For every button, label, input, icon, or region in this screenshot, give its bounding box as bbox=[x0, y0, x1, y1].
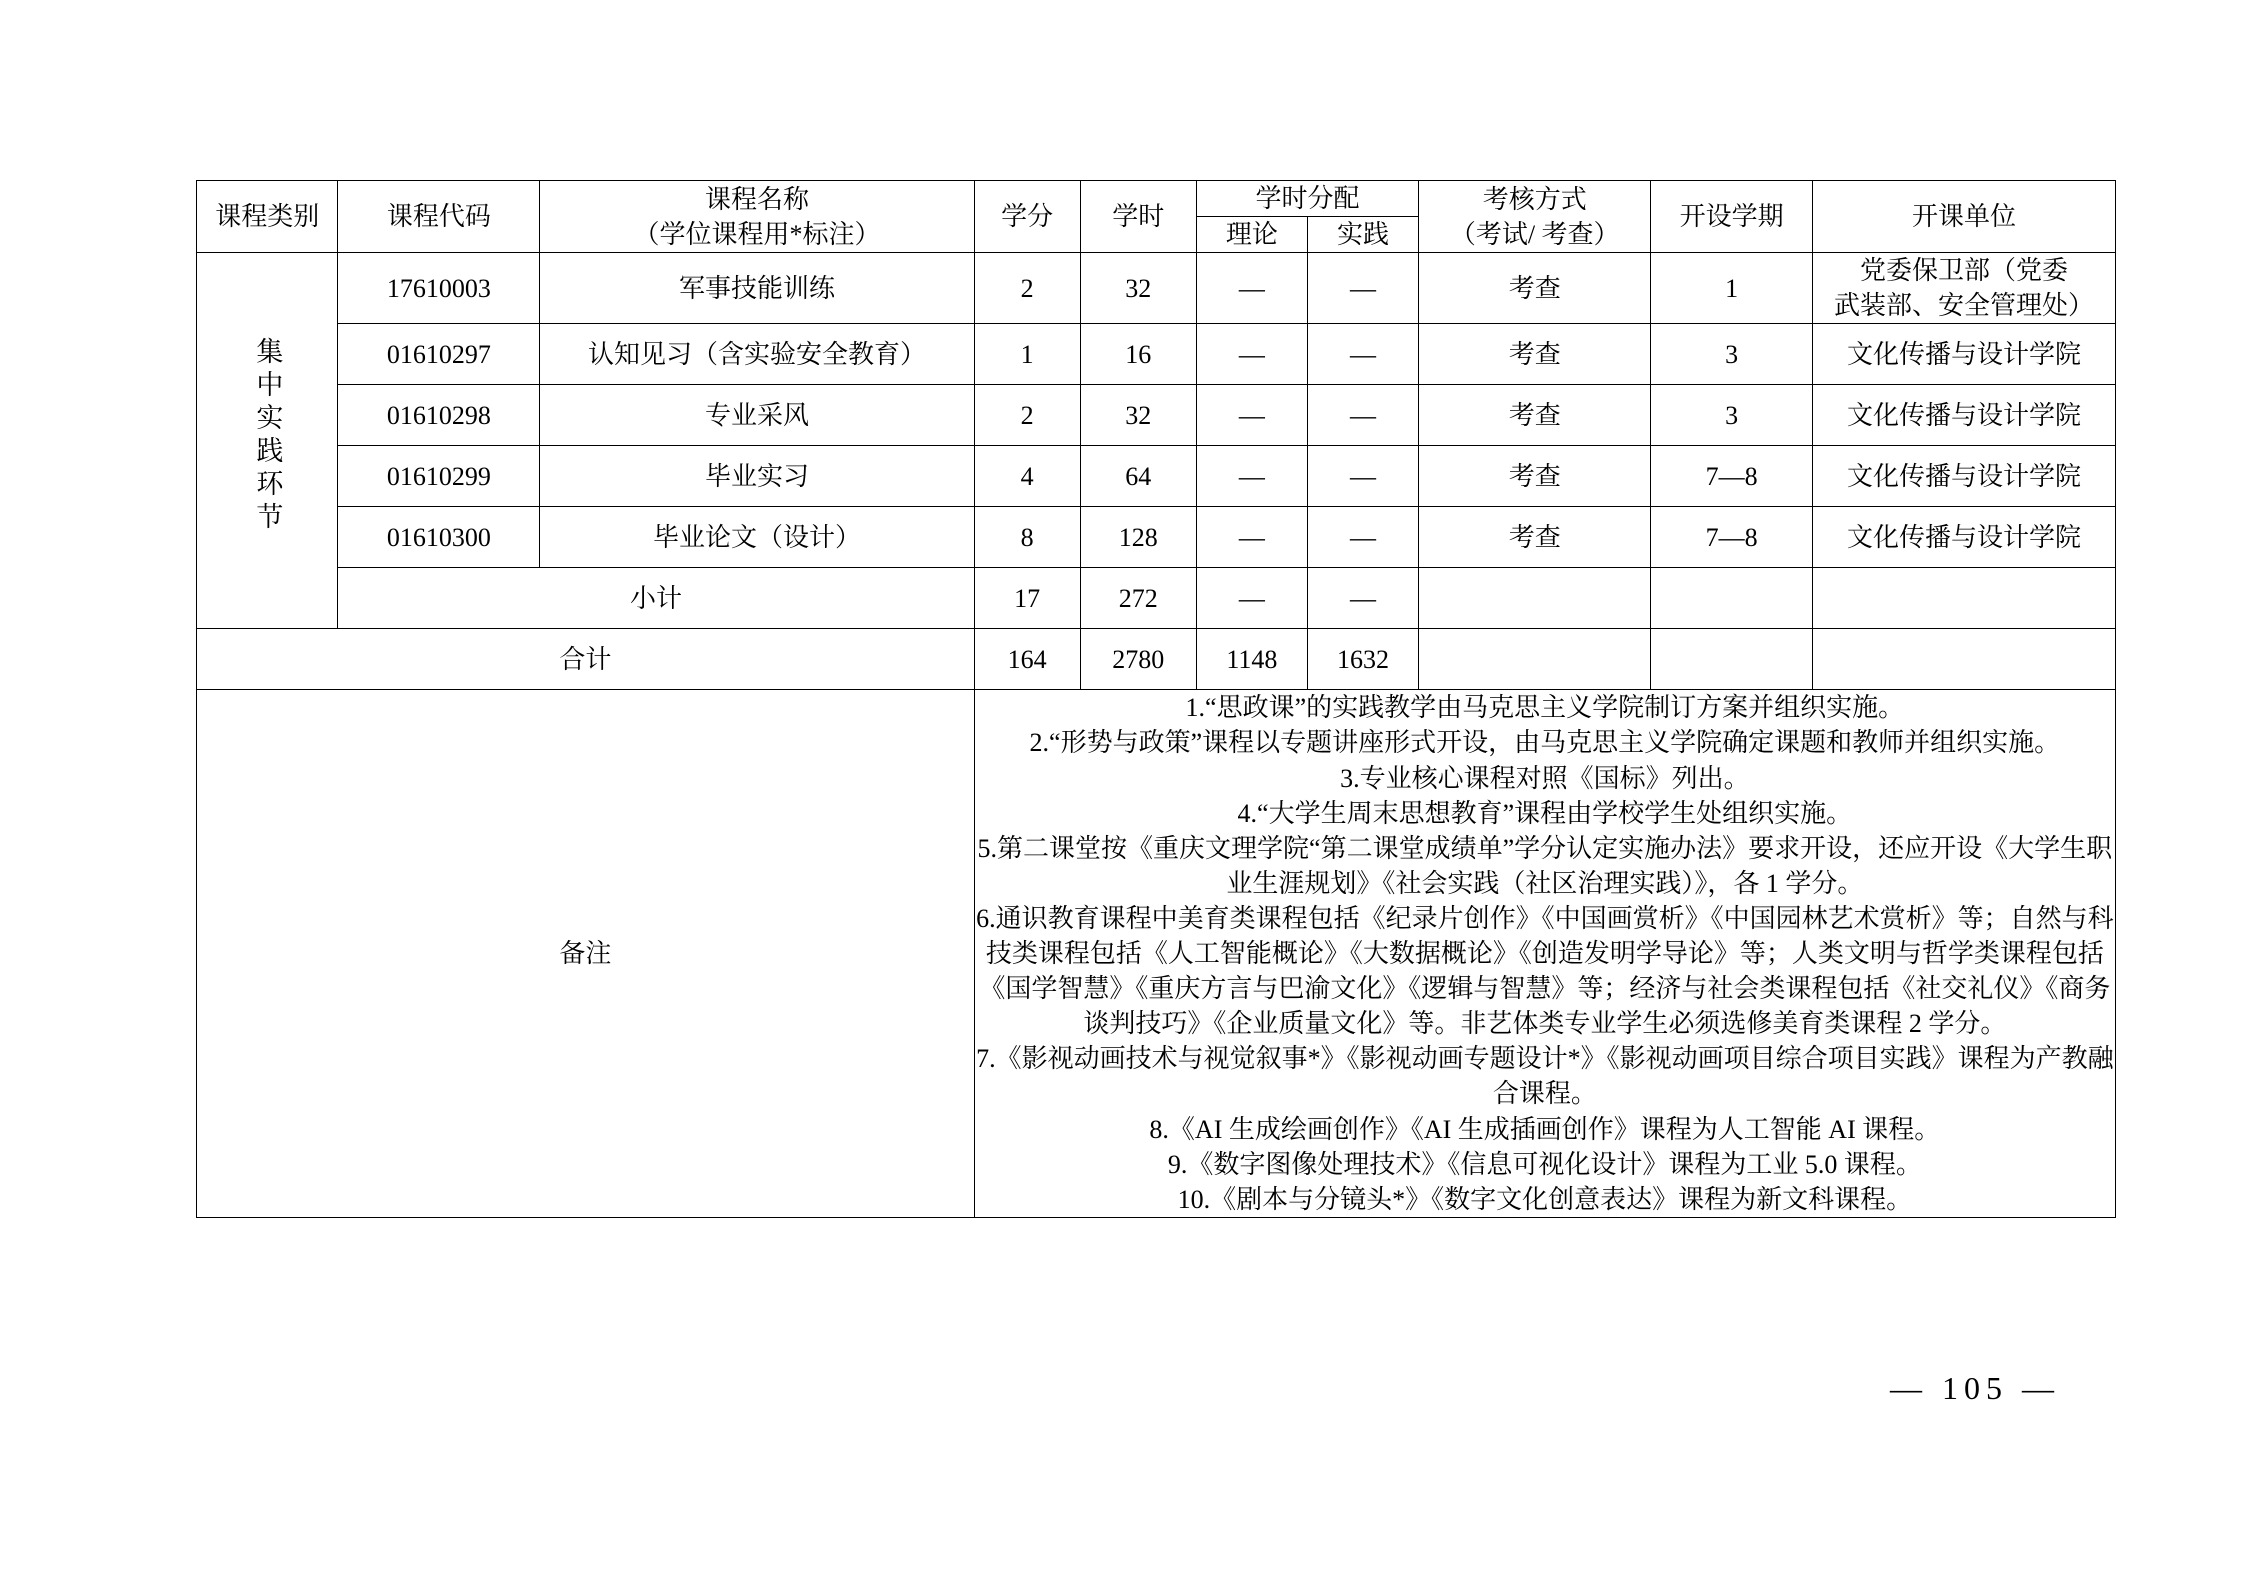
header-hours: 学时 bbox=[1080, 181, 1196, 253]
subtotal-term bbox=[1651, 568, 1813, 629]
cell-exam: 考查 bbox=[1419, 253, 1651, 324]
table-row bbox=[197, 446, 2116, 507]
cell-hours: 128 bbox=[1080, 507, 1196, 568]
header-course-name-line2: （学位课程用*标注） bbox=[633, 219, 881, 249]
cell-hours: 32 bbox=[1080, 385, 1196, 446]
table-row bbox=[197, 324, 2116, 385]
total-theory: 1148 bbox=[1196, 629, 1307, 690]
header-exam-mode-line2: （考试/ 考查） bbox=[1449, 219, 1620, 249]
table-row bbox=[197, 253, 2116, 324]
total-term bbox=[1651, 629, 1813, 690]
cell-credit: 2 bbox=[974, 385, 1080, 446]
total-label: 合计 bbox=[197, 629, 975, 690]
total-exam bbox=[1419, 629, 1651, 690]
notes-content bbox=[974, 690, 2115, 1217]
header-term: 开设学期 bbox=[1651, 181, 1813, 253]
cell-unit: 文化传播与设计学院 bbox=[1812, 385, 2115, 446]
note-item: 10.《剧本与分镜头*》《数字文化创意表达》课程为新文科课程。 bbox=[1177, 1184, 1913, 1214]
cell-name: 毕业论文（设计） bbox=[540, 507, 974, 568]
cell-name: 认知见习（含实验安全教育） bbox=[540, 324, 974, 385]
cell-unit: 文化传播与设计学院 bbox=[1812, 446, 2115, 507]
category-cell bbox=[197, 253, 338, 629]
note-item: 1.“思政课”的实践教学由马克思主义学院制订方案并组织实施。 bbox=[1185, 693, 1905, 723]
cell-credit: 1 bbox=[974, 324, 1080, 385]
cell-practice: — bbox=[1307, 253, 1418, 324]
note-item: 4.“大学生周末思想教育”课程由学校学生处组织实施。 bbox=[1237, 798, 1853, 828]
cell-theory: — bbox=[1196, 253, 1307, 324]
cell-exam: 考查 bbox=[1419, 507, 1651, 568]
total-row bbox=[197, 629, 2116, 690]
header-unit: 开课单位 bbox=[1812, 181, 2115, 253]
total-hours: 2780 bbox=[1080, 629, 1196, 690]
header-category: 课程类别 bbox=[197, 181, 338, 253]
header-theory: 理论 bbox=[1196, 217, 1307, 253]
total-practice: 1632 bbox=[1307, 629, 1418, 690]
table-row bbox=[197, 507, 2116, 568]
header-exam-mode bbox=[1419, 181, 1651, 253]
subtotal-row bbox=[197, 568, 2116, 629]
cell-exam: 考查 bbox=[1419, 446, 1651, 507]
header-credit: 学分 bbox=[974, 181, 1080, 253]
cell-term: 7—8 bbox=[1651, 507, 1813, 568]
subtotal-unit bbox=[1812, 568, 2115, 629]
subtotal-label: 小计 bbox=[338, 568, 974, 629]
cell-unit bbox=[1812, 253, 2115, 324]
note-item: 3.专业核心课程对照《国标》列出。 bbox=[1340, 763, 1750, 793]
cell-theory: — bbox=[1196, 385, 1307, 446]
cell-practice: — bbox=[1307, 507, 1418, 568]
total-unit bbox=[1812, 629, 2115, 690]
table-header-row bbox=[197, 181, 2116, 217]
cell-practice: — bbox=[1307, 385, 1418, 446]
cell-unit: 文化传播与设计学院 bbox=[1812, 324, 2115, 385]
category-label: 集中实践环节 bbox=[252, 337, 283, 536]
cell-theory: — bbox=[1196, 446, 1307, 507]
cell-term: 7—8 bbox=[1651, 446, 1813, 507]
subtotal-exam bbox=[1419, 568, 1651, 629]
cell-theory: — bbox=[1196, 507, 1307, 568]
note-item: 5.第二课堂按《重庆文理学院“第二课堂成绩单”学分认定实施办法》要求开设，还应开设《大学生职业生涯规划》《社会实践（社区治理实践）》，各 1 学分。 bbox=[977, 833, 2113, 898]
cell-name: 毕业实习 bbox=[540, 446, 974, 507]
cell-credit: 8 bbox=[974, 507, 1080, 568]
cell-practice: — bbox=[1307, 446, 1418, 507]
cell-unit-line2: 武装部、安全管理处） bbox=[1833, 291, 2094, 321]
cell-credit: 4 bbox=[974, 446, 1080, 507]
note-item: 2.“形势与政策”课程以专题讲座形式开设，由马克思主义学院确定课题和教师并组织实施。 bbox=[1029, 728, 2061, 758]
cell-credit: 2 bbox=[974, 253, 1080, 324]
header-course-name-line1: 课程名称 bbox=[705, 184, 810, 214]
table-row bbox=[197, 385, 2116, 446]
cell-name: 军事技能训练 bbox=[540, 253, 974, 324]
subtotal-credit: 17 bbox=[974, 568, 1080, 629]
header-practice: 实践 bbox=[1307, 217, 1418, 253]
cell-code: 01610300 bbox=[338, 507, 540, 568]
cell-practice: — bbox=[1307, 324, 1418, 385]
header-course-name bbox=[540, 181, 974, 253]
page-number: — 105 — bbox=[1890, 1370, 2060, 1406]
note-item: 8.《AI 生成绘画创作》《AI 生成插画创作》课程为人工智能 AI 课程。 bbox=[1149, 1114, 1941, 1144]
cell-name: 专业采风 bbox=[540, 385, 974, 446]
total-credit: 164 bbox=[974, 629, 1080, 690]
subtotal-hours: 272 bbox=[1080, 568, 1196, 629]
cell-unit: 文化传播与设计学院 bbox=[1812, 507, 2115, 568]
cell-term: 3 bbox=[1651, 324, 1813, 385]
cell-term: 3 bbox=[1651, 385, 1813, 446]
course-table bbox=[196, 180, 2116, 1218]
cell-exam: 考查 bbox=[1419, 324, 1651, 385]
subtotal-theory: — bbox=[1196, 568, 1307, 629]
notes-label: 备注 bbox=[197, 690, 975, 1217]
cell-term: 1 bbox=[1651, 253, 1813, 324]
cell-unit-line1: 党委保卫部（党委 bbox=[1859, 256, 2068, 286]
notes-row bbox=[197, 690, 2116, 1217]
cell-code: 01610297 bbox=[338, 324, 540, 385]
header-exam-mode-line1: 考核方式 bbox=[1482, 184, 1587, 214]
subtotal-practice: — bbox=[1307, 568, 1418, 629]
header-code: 课程代码 bbox=[338, 181, 540, 253]
note-item: 6.通识教育课程中美育类课程包括《纪录片创作》《中国画赏析》《中国园林艺术赏析》等；自然与科技类课程包括《人工智能概论》《大数据概论》《创造发明学导论》等；人类文明与哲学类课程包括《国学智慧》《重庆方言与巴渝文化》《逻辑与智慧》等；经济与社会类课程包括《社交礼仪》《商务谈判技巧》《企业质量文化》等。非艺体类专业学生必须选修美育类课程 2 学分。 bbox=[976, 903, 2114, 1039]
header-hour-allocation: 学时分配 bbox=[1196, 181, 1418, 217]
cell-code: 01610299 bbox=[338, 446, 540, 507]
cell-hours: 32 bbox=[1080, 253, 1196, 324]
note-item: 7.《影视动画技术与视觉叙事*》《影视动画专题设计*》《影视动画项目综合项目实践》课程为产教融合课程。 bbox=[976, 1044, 2114, 1109]
cell-hours: 16 bbox=[1080, 324, 1196, 385]
cell-hours: 64 bbox=[1080, 446, 1196, 507]
note-item: 9.《数字图像处理技术》《信息可视化设计》课程为工业 5.0 课程。 bbox=[1167, 1149, 1922, 1179]
cell-exam: 考查 bbox=[1419, 385, 1651, 446]
cell-theory: — bbox=[1196, 324, 1307, 385]
cell-code: 17610003 bbox=[338, 253, 540, 324]
cell-code: 01610298 bbox=[338, 385, 540, 446]
